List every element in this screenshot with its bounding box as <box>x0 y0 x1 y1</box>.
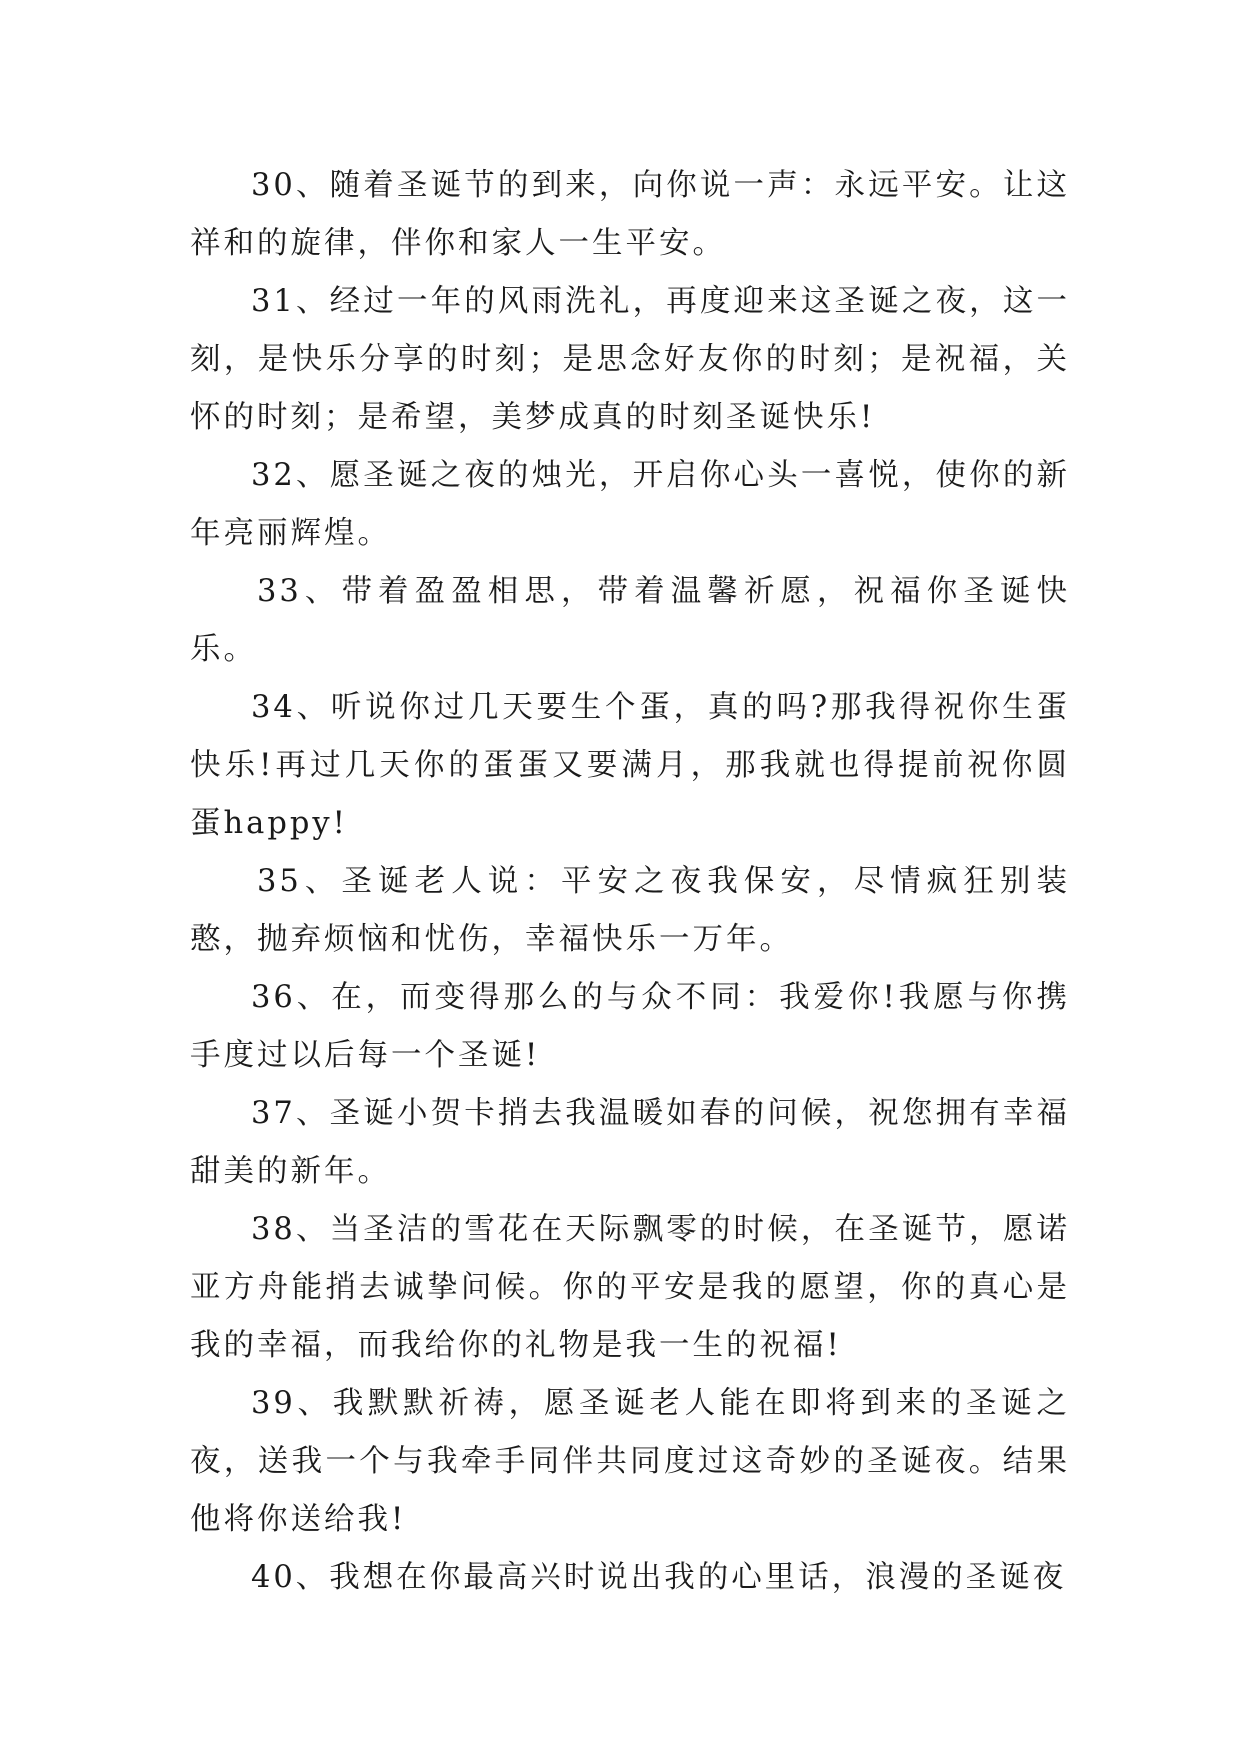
wish-paragraph-38: 38、当圣洁的雪花在天际飘零的时候，在圣诞节，愿诺亚方舟能捎去诚挚问候。你的平安是我的愿望，你的真心是我的幸福，而我给你的礼物是我一生的祝福! <box>190 1212 1070 1363</box>
wish-paragraph-39: 39、我默默祈祷，愿圣诞老人能在即将到来的圣诞之夜，送我一个与我牵手同伴共同度过这奇妙的圣诞夜。结果他将你送给我! <box>190 1386 1070 1537</box>
wish-paragraph-37: 37、圣诞小贺卡捎去我温暖如春的问候，祝您拥有幸福甜美的新年。 <box>190 1096 1070 1189</box>
wish-paragraph-32: 32、愿圣诞之夜的烛光，开启你心头一喜悦，使你的新年亮丽辉煌。 <box>190 458 1070 551</box>
wish-paragraph-36: 36、在，而变得那么的与众不同：我爱你!我愿与你携手度过以后每一个圣诞! <box>190 980 1070 1073</box>
wish-paragraph-30: 30、随着圣诞节的到来，向你说一声：永远平安。让这祥和的旋律，伴你和家人一生平安。 <box>190 168 1070 261</box>
wish-paragraph-33: 33、带着盈盈相思，带着温馨祈愿，祝福你圣诞快乐。 <box>190 574 1070 667</box>
wish-paragraph-31: 31、经过一年的风雨洗礼，再度迎来这圣诞之夜，这一刻，是快乐分享的时刻；是思念好友你的时刻；是祝福，关怀的时刻；是希望，美梦成真的时刻圣诞快乐! <box>190 284 1070 435</box>
wish-paragraph-40: 40、我想在你最高兴时说出我的心里话，浪漫的圣诞夜 <box>251 1560 1067 1595</box>
document-body <box>190 157 1070 1607</box>
wish-paragraph-35: 35、圣诞老人说：平安之夜我保安，尽情疯狂别装憨，抛弃烦恼和忧伤，幸福快乐一万年。 <box>190 864 1070 957</box>
wish-paragraph-34: 34、听说你过几天要生个蛋，真的吗?那我得祝你生蛋快乐!再过几天你的蛋蛋又要满月，那我就也得提前祝你圆蛋happy! <box>190 690 1070 841</box>
